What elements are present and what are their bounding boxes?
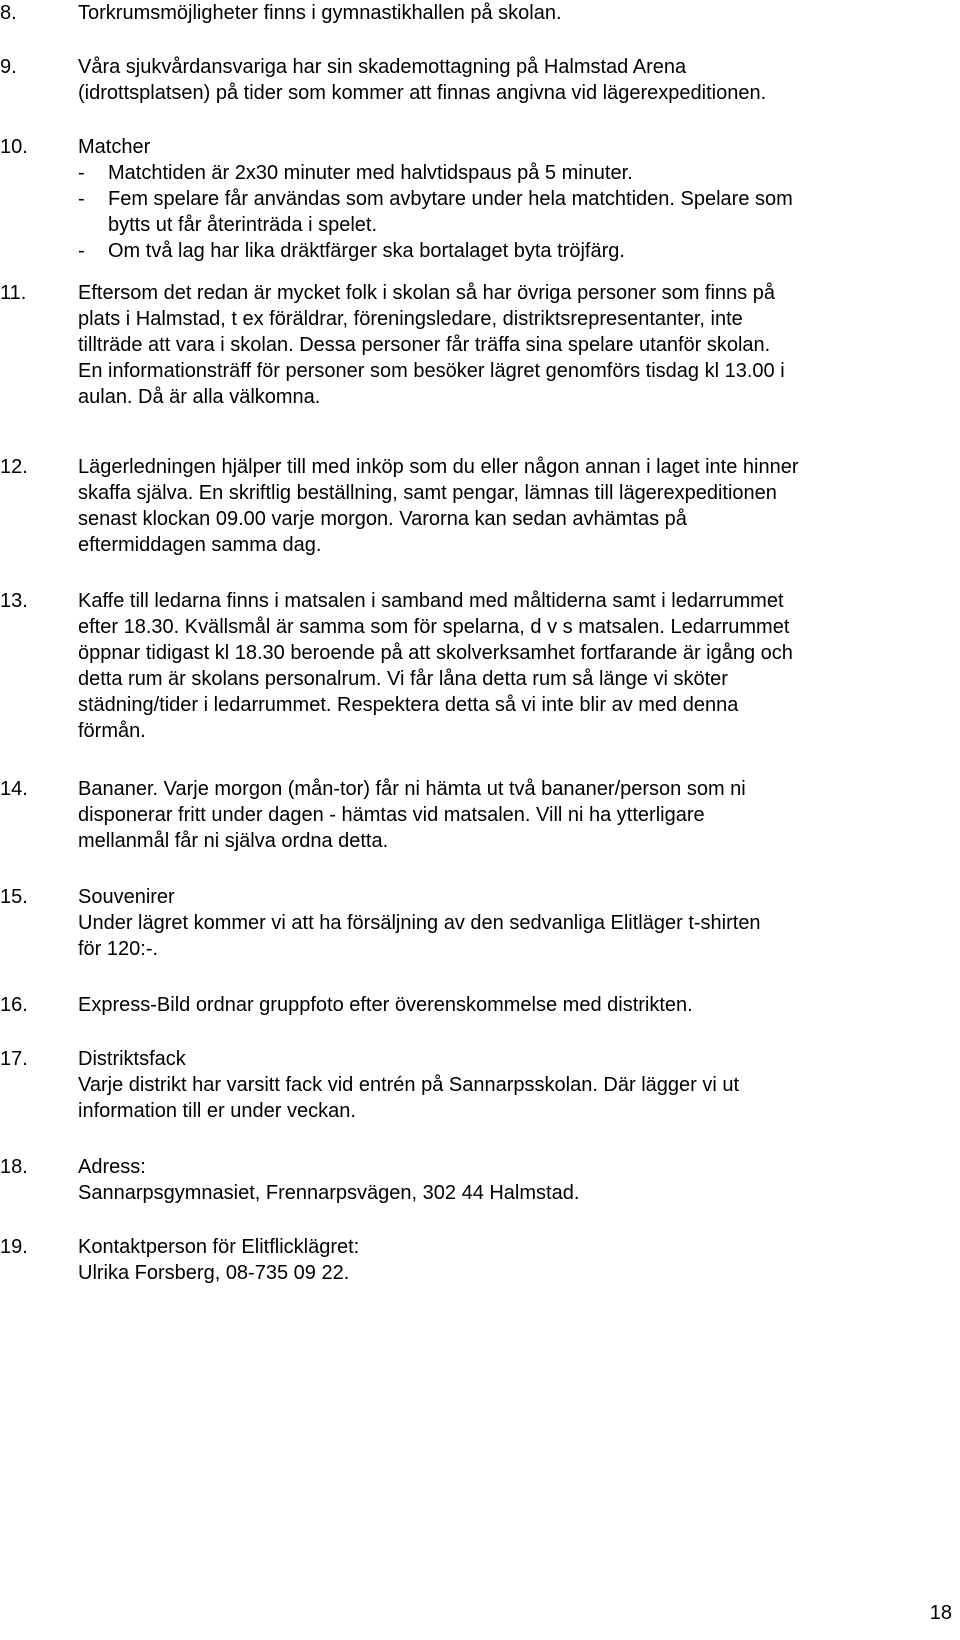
item-text: Lägerledningen hjälper till med inköp som du eller någon annan i laget inte hinner skaffa själva. En skriftlig beställning, samt pengar, lämnas till lägerexpeditionen senast klockan 09.00 varje morgon. Varorna kan sedan avhämtas på eftermiddagen samma dag. bbox=[78, 456, 799, 556]
item-text: Matcher - Matchtiden är 2x30 minuter med halvtidspaus på 5 minuter. - Fem spelare får användas som avbytare under hela matchtiden. Spelare som bytts ut får återinträda i spelet. - Om två lag har lika dräktfärger ska bortalaget byta tröjfärg. bbox=[78, 134, 950, 264]
item-text: Torkrumsmöjligheter finns i gymnastikhallen på skolan. bbox=[78, 2, 562, 24]
list-item-9 bbox=[0, 54, 950, 106]
item-text: Eftersom det redan är mycket folk i skolan så har övriga personer som finns på plats i Halmstad, t ex föräldrar, föreningsledare, distriktsrepresentanter, inte tillträde att vara i skolan. Dessa personer får träffa sina spelare utanför skolan. En informationsträff för personer som besöker lägret genomförs tisdag kl 13.00 i aulan. Då är alla välkomna. bbox=[78, 282, 785, 408]
item-number: 16. bbox=[0, 994, 28, 1016]
list-item-10 bbox=[0, 134, 950, 264]
item-text: Souvenirer Under lägret kommer vi att ha försäljning av den sedvanliga Elitläger t-shirten för 120:-. bbox=[78, 886, 761, 960]
bullet-item: - Om två lag har lika dräktfärger ska bortalaget byta tröjfärg. bbox=[78, 240, 625, 262]
list-item-18 bbox=[0, 1154, 950, 1206]
list-item-8 bbox=[0, 0, 950, 26]
item-number: 19. bbox=[0, 1236, 28, 1258]
item-number: 13. bbox=[0, 590, 28, 612]
item-number: 8. bbox=[0, 2, 17, 24]
item-text: Våra sjukvårdansvariga har sin skademottagning på Halmstad Arena (idrottsplatsen) på tider som kommer att finnas angivna vid lägerexpeditionen. bbox=[78, 56, 767, 104]
list-item-13 bbox=[0, 588, 950, 744]
page-number: 18 bbox=[929, 1602, 952, 1624]
dash-bullet: - bbox=[78, 162, 85, 184]
item-number: 15. bbox=[0, 886, 28, 908]
item-number: 18. bbox=[0, 1156, 28, 1178]
list-item-15 bbox=[0, 884, 950, 962]
dash-bullet: - bbox=[78, 240, 85, 262]
item-text: Express-Bild ordnar gruppfoto efter överenskommelse med distrikten. bbox=[78, 994, 693, 1016]
dash-bullet: - bbox=[78, 188, 85, 210]
list-item-16 bbox=[0, 992, 950, 1018]
list-item-12 bbox=[0, 454, 950, 558]
bullet-continuation: bytts ut får återinträda i spelet. bbox=[108, 214, 378, 236]
item-text: Kontaktperson för Elitflicklägret: Ulrika Forsberg, 08-735 09 22. bbox=[78, 1236, 360, 1284]
bullet-item: - Matchtiden är 2x30 minuter med halvtidspaus på 5 minuter. bbox=[78, 162, 633, 184]
bullet-item: - Fem spelare får användas som avbytare under hela matchtiden. Spelare som bbox=[78, 188, 793, 210]
item-number: 9. bbox=[0, 56, 17, 78]
item-number: 17. bbox=[0, 1048, 28, 1070]
item-number: 12. bbox=[0, 456, 28, 478]
list-item-19 bbox=[0, 1234, 950, 1286]
list-item-14 bbox=[0, 776, 950, 854]
item-number: 11. bbox=[0, 282, 27, 304]
item-text: Kaffe till ledarna finns i matsalen i samband med måltiderna samt i ledarrummet efter 18.30. Kvällsmål är samma som för spelarna, d v s matsalen. Ledarrummet öppnar tidigast kl 18.30 beroende på att skolverksamhet fortfarande är igång och detta rum är skolans personalrum. Vi får låna detta rum så länge vi sköter städning/tider i ledarrummet. Respektera detta så vi inte blir av med denna förmån. bbox=[78, 590, 793, 742]
list-item-17 bbox=[0, 1046, 950, 1124]
item-text: Adress: Sannarpsgymnasiet, Frennarpsvägen, 302 44 Halmstad. bbox=[78, 1156, 580, 1204]
list-item-11 bbox=[0, 280, 950, 410]
item-number: 14. bbox=[0, 778, 28, 800]
item-text: Bananer. Varje morgon (mån-tor) får ni hämta ut två bananer/person som ni disponerar fritt under dagen - hämtas vid matsalen. Vill ni ha ytterligare mellanmål får ni själva ordna detta. bbox=[78, 778, 746, 852]
item-text: Distriktsfack Varje distrikt har varsitt fack vid entrén på Sannarpsskolan. Där lägger vi ut information till er under veckan. bbox=[78, 1048, 740, 1122]
item-number: 10. bbox=[0, 136, 28, 158]
